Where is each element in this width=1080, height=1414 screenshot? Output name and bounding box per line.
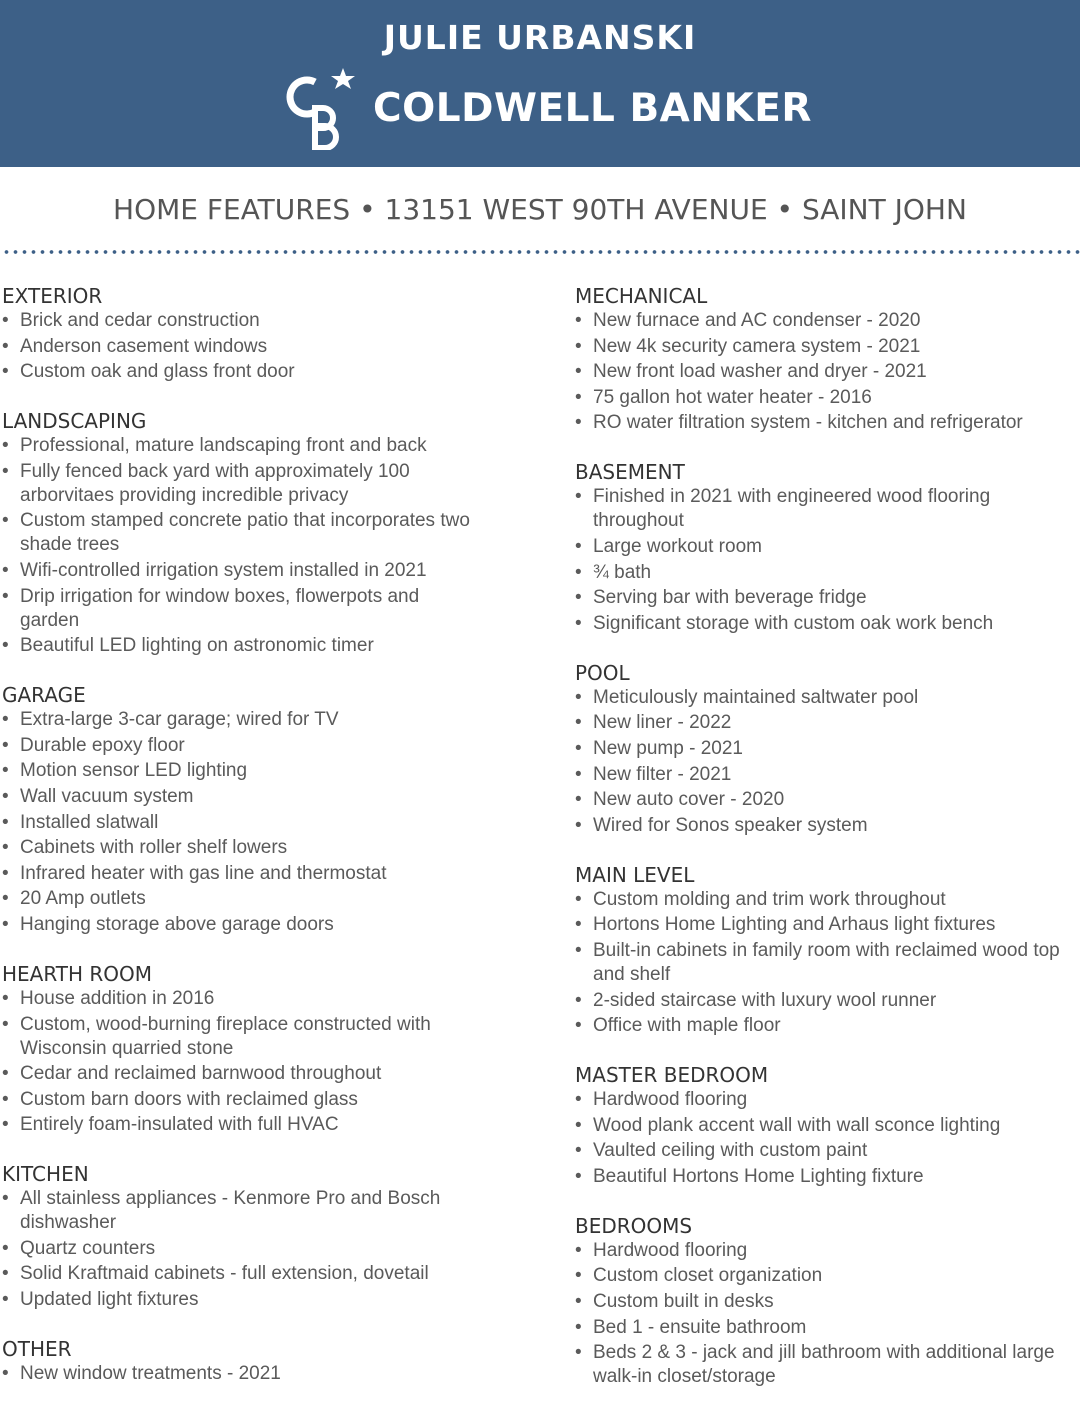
feature-item: • Beds 2 & 3 - jack and jill bathroom with additional large walk-in closet/storage <box>575 1341 1075 1389</box>
feature-item: • New pump - 2021 <box>575 737 1075 761</box>
feature-list <box>2 1362 482 1386</box>
feature-item: • House addition in 2016 <box>2 987 482 1011</box>
feature-item: • Cabinets with roller shelf lowers <box>2 836 482 860</box>
section-heading: LANDSCAPING <box>2 409 147 434</box>
feature-list <box>2 708 482 937</box>
feature-item: • Significant storage with custom oak work bench <box>575 612 1075 636</box>
feature-item: • New auto cover - 2020 <box>575 788 1075 812</box>
feature-item: • Vaulted ceiling with custom paint <box>575 1139 1075 1163</box>
feature-item: • All stainless appliances - Kenmore Pro and Bosch dishwasher <box>2 1187 482 1235</box>
feature-item: • Custom molding and trim work throughout <box>575 888 1075 912</box>
feature-item: • Large workout room <box>575 535 1075 559</box>
feature-list <box>2 1187 482 1312</box>
feature-list <box>575 686 1075 838</box>
feature-list <box>2 309 482 384</box>
feature-section <box>2 1162 482 1312</box>
feature-section <box>2 284 482 384</box>
section-heading: POOL <box>575 660 630 685</box>
section-heading: OTHER <box>2 1337 72 1362</box>
feature-item: • ¾ bath <box>575 561 1075 585</box>
feature-item: • RO water filtration system - kitchen and refrigerator <box>575 411 1075 435</box>
feature-section <box>2 962 482 1137</box>
feature-item: • Serving bar with beverage fridge <box>575 586 1075 610</box>
coldwell-banker-logo-icon <box>285 68 357 150</box>
feature-section <box>575 460 1075 635</box>
section-heading: HEARTH ROOM <box>2 961 153 986</box>
feature-item: • Office with maple floor <box>575 1014 1075 1038</box>
feature-item: • Finished in 2021 with engineered wood flooring throughout <box>575 485 1075 533</box>
feature-item: • Solid Kraftmaid cabinets - full extension, dovetail <box>2 1262 482 1286</box>
feature-item: • New filter - 2021 <box>575 763 1075 787</box>
feature-item: • 20 Amp outlets <box>2 887 482 911</box>
section-heading: EXTERIOR <box>2 284 103 308</box>
feature-item: • Hardwood flooring <box>575 1239 1075 1263</box>
section-heading: BASEMENT <box>575 460 685 485</box>
feature-item: • Extra-large 3-car garage; wired for TV <box>2 708 482 732</box>
feature-section <box>2 683 482 937</box>
feature-section <box>575 1063 1075 1189</box>
left-column <box>2 284 482 1411</box>
feature-item: • Hardwood flooring <box>575 1088 1075 1112</box>
feature-item: • Brick and cedar construction <box>2 309 482 333</box>
feature-section <box>575 863 1075 1038</box>
feature-item: • Custom closet organization <box>575 1264 1075 1288</box>
section-heading: MECHANICAL <box>575 284 708 308</box>
feature-item: • Anderson casement windows <box>2 335 482 359</box>
section-heading: GARAGE <box>2 683 86 708</box>
header-banner <box>0 0 1080 167</box>
feature-item: • Wood plank accent wall with wall sconce lighting <box>575 1114 1075 1138</box>
feature-list <box>2 434 482 658</box>
feature-item: • Hortons Home Lighting and Arhaus light fixtures <box>575 913 1075 937</box>
feature-item: • Custom, wood-burning fireplace constructed with Wisconsin quarried stone <box>2 1013 482 1061</box>
feature-item: • Wired for Sonos speaker system <box>575 814 1075 838</box>
feature-item: • Custom barn doors with reclaimed glass <box>2 1088 482 1112</box>
feature-item: • Entirely foam-insulated with full HVAC <box>2 1113 482 1137</box>
feature-item: • Wifi-controlled irrigation system installed in 2021 <box>2 559 482 583</box>
section-heading: MAIN LEVEL <box>575 862 695 887</box>
feature-item: • Quartz counters <box>2 1237 482 1261</box>
feature-item: • Custom stamped concrete patio that incorporates two shade trees <box>2 509 482 557</box>
feature-item: • Bed 1 - ensuite bathroom <box>575 1316 1075 1340</box>
feature-item: • Motion sensor LED lighting <box>2 759 482 783</box>
feature-item: • New liner - 2022 <box>575 711 1075 735</box>
section-heading: BEDROOMS <box>575 1213 693 1238</box>
feature-item: • New window treatments - 2021 <box>2 1362 482 1386</box>
feature-item: • Cedar and reclaimed barnwood throughout <box>2 1062 482 1086</box>
feature-item: • Professional, mature landscaping front and back <box>2 434 482 458</box>
feature-item: • Updated light fixtures <box>2 1288 482 1312</box>
feature-section <box>2 1337 482 1386</box>
feature-item: • Drip irrigation for window boxes, flowerpots and garden <box>2 585 482 633</box>
feature-item: • Meticulously maintained saltwater pool <box>575 686 1075 710</box>
feature-list <box>575 888 1075 1038</box>
feature-item: • Beautiful Hortons Home Lighting fixture <box>575 1165 1075 1189</box>
feature-item: • Durable epoxy floor <box>2 734 482 758</box>
feature-item: • Wall vacuum system <box>2 785 482 809</box>
section-heading: MASTER BEDROOM <box>575 1063 769 1088</box>
page-title: HOME FEATURES • 13151 WEST 90TH AVENUE • SAINT JOHN <box>113 193 967 226</box>
agent-name: JULIE URBANSKI <box>383 18 697 57</box>
feature-item: • Built-in cabinets in family room with reclaimed wood top and shelf <box>575 939 1075 987</box>
feature-item: • Fully fenced back yard with approximately 100 arborvitaes providing incredible privacy <box>2 460 482 508</box>
feature-item: • New furnace and AC condenser - 2020 <box>575 309 1075 333</box>
feature-list <box>575 309 1075 435</box>
feature-list <box>575 1239 1075 1389</box>
feature-list <box>2 987 482 1137</box>
feature-item: • 2-sided staircase with luxury wool runner <box>575 989 1075 1013</box>
feature-item: • Beautiful LED lighting on astronomic timer <box>2 634 482 658</box>
section-heading: KITCHEN <box>2 1162 89 1187</box>
feature-item: • Infrared heater with gas line and thermostat <box>2 862 482 886</box>
feature-section <box>575 284 1075 435</box>
feature-item: • Custom oak and glass front door <box>2 360 482 384</box>
feature-section <box>2 409 482 658</box>
feature-item: • 75 gallon hot water heater - 2016 <box>575 386 1075 410</box>
feature-item: • New 4k security camera system - 2021 <box>575 335 1075 359</box>
brand-lockup <box>285 68 812 150</box>
dotted-divider <box>2 249 1080 255</box>
right-column <box>575 284 1075 1414</box>
feature-item: • Hanging storage above garage doors <box>2 913 482 937</box>
feature-section <box>575 1214 1075 1389</box>
feature-item: • Custom built in desks <box>575 1290 1075 1314</box>
feature-section <box>575 661 1075 838</box>
feature-item: • Installed slatwall <box>2 811 482 835</box>
brand-name: COLDWELL BANKER <box>373 86 812 131</box>
feature-list <box>575 485 1075 635</box>
feature-item: • New front load washer and dryer - 2021 <box>575 360 1075 384</box>
feature-list <box>575 1088 1075 1189</box>
